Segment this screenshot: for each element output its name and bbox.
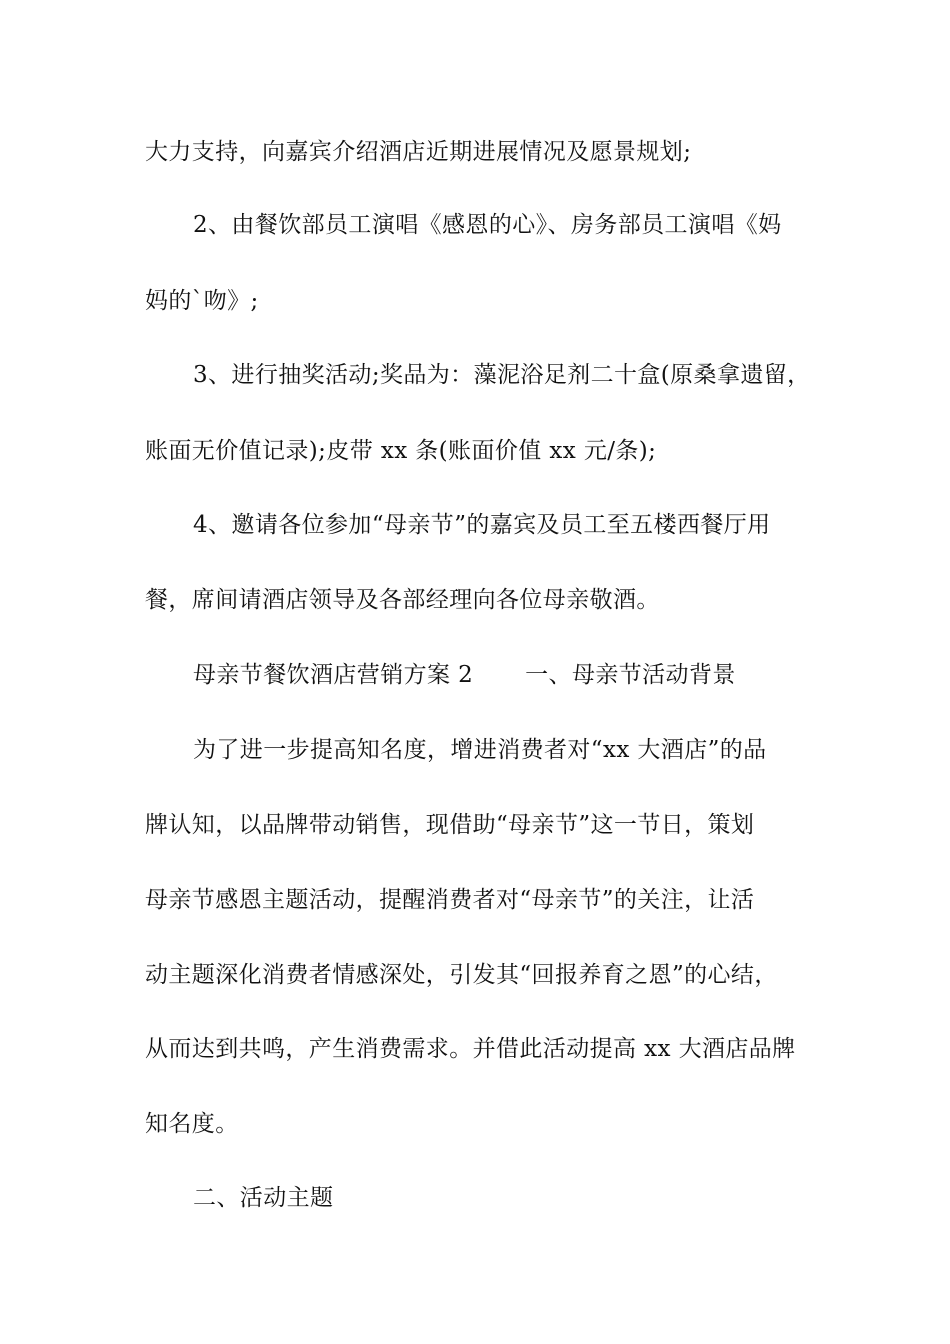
paragraph-line: 从而达到共鸣，产生消费需求。并借此活动提高 xx 大酒店品牌 [145, 1036, 796, 1062]
paragraph-line: 动主题深化消费者情感深处，引发其“回报养育之恩”的心结， [145, 962, 778, 988]
paragraph-line: 餐，席间请酒店领导及各部经理向各位母亲敬酒。 [145, 587, 660, 613]
paragraph-line: 妈的`吻》; [145, 288, 259, 314]
paragraph-line: 知名度。 [145, 1111, 239, 1137]
paragraph-line: 母亲节感恩主题活动，提醒消费者对“母亲节”的关注，让活 [145, 887, 755, 913]
paragraph-line: 牌认知，以品牌带动销售，现借助“母亲节”这一节日，策划 [145, 812, 755, 838]
paragraph-line: 为了进一步提高知名度，增进消费者对“xx 大酒店”的品 [193, 737, 767, 763]
section-heading-line [193, 660, 736, 690]
section-heading: 二、活动主题 [193, 1185, 334, 1211]
document-title: 母亲节餐饮酒店营销方案 2 [193, 662, 474, 688]
paragraph-line: 账面无价值记录);皮带 xx 条(账面价值 xx 元/条); [145, 438, 657, 464]
paragraph-line: 3、进行抽奖活动;奖品为：藻泥浴足剂二十盒(原桑拿遗留， [193, 362, 811, 388]
paragraph-line: 大力支持，向嘉宾介绍酒店近期进展情况及愿景规划; [145, 139, 692, 165]
paragraph-line: 4、邀请各位参加“母亲节”的嘉宾及员工至五楼西餐厅用 [193, 512, 771, 538]
section-heading: 一、母亲节活动背景 [525, 662, 736, 688]
paragraph-line: 2、由餐饮部员工演唱《感恩的心》、房务部员工演唱《妈 [193, 212, 782, 238]
